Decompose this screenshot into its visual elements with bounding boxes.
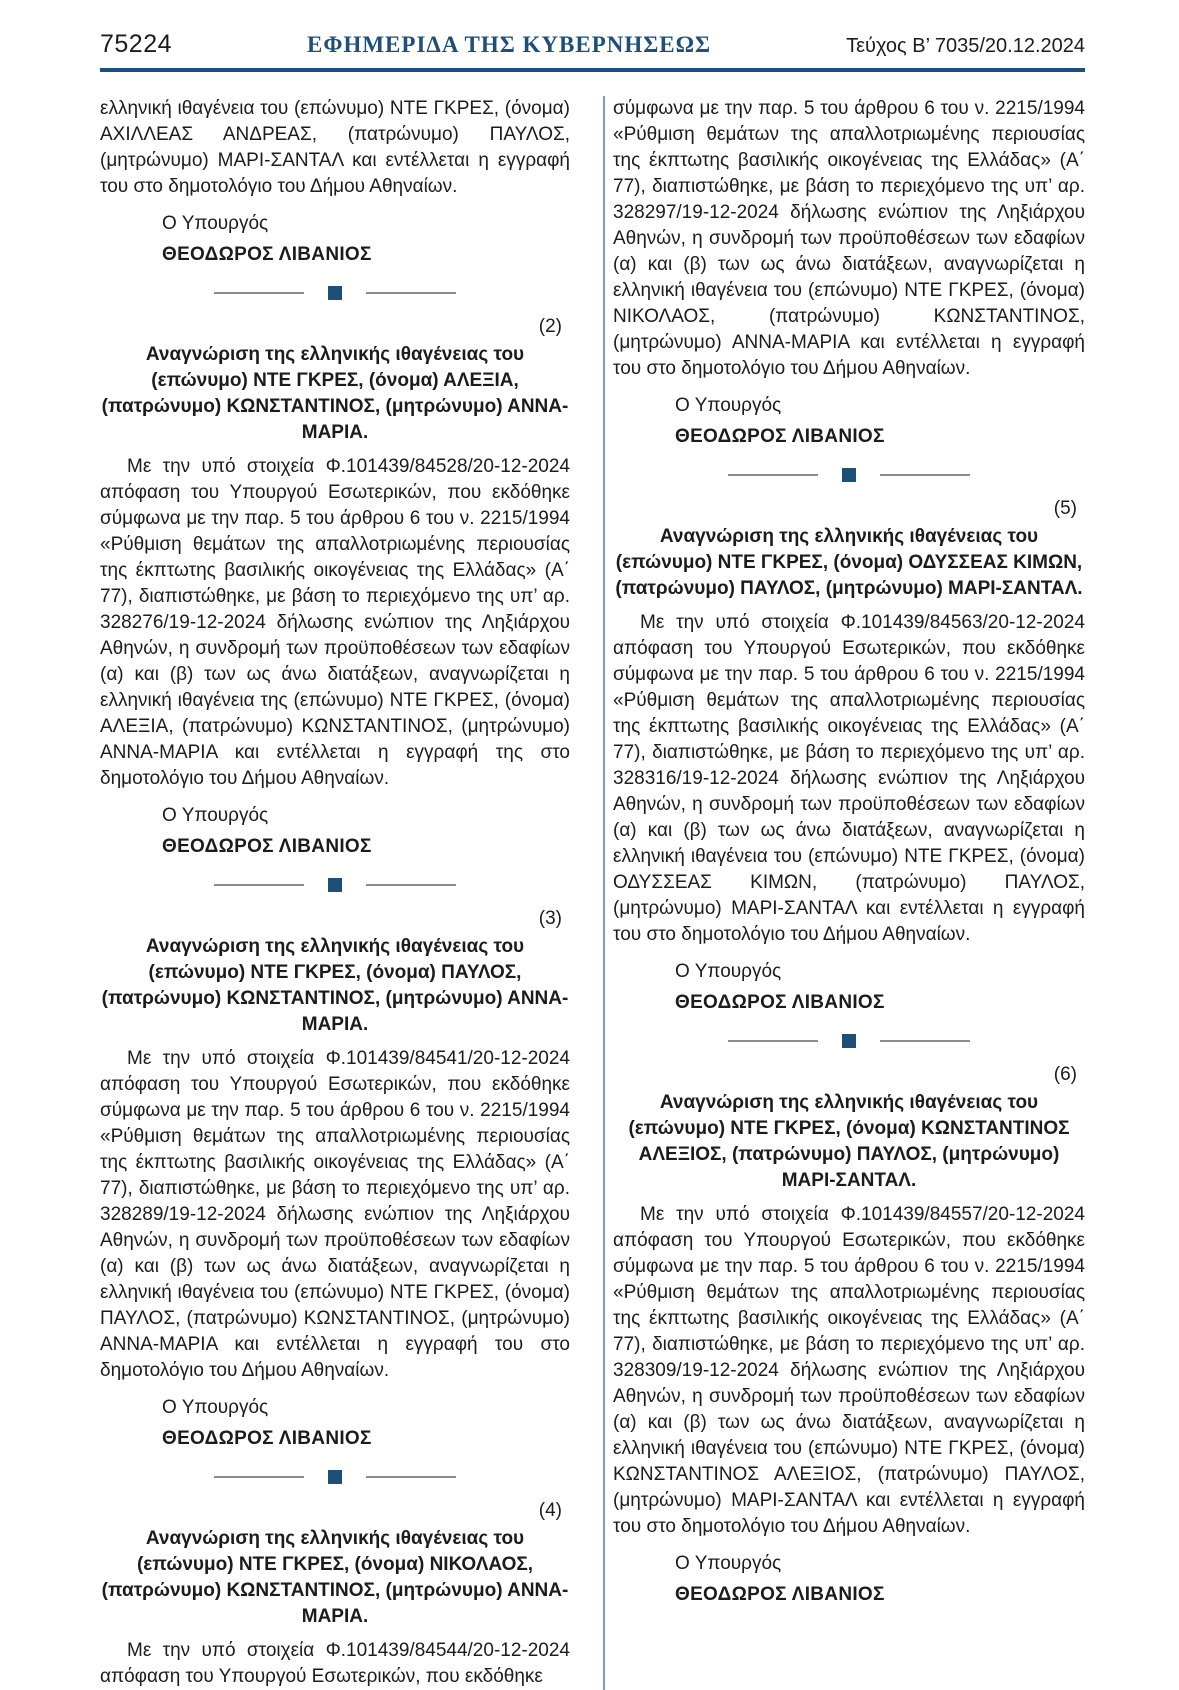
minister-role: Ο Υπουργός (675, 961, 782, 982)
signature-block (162, 213, 570, 266)
separator-line (366, 292, 456, 294)
section-heading: Αναγνώριση της ελληνικής ιθαγένειας του (επώνυμο) ΝΤΕ ΓΚΡΕΣ, (όνομα) ΑΛΕΞΙΑ, (πατρώνυμο) ΚΩΝΣΤΑΝΤΙΝΟΣ, (μητρώνυμο) ΑΝΝΑ-ΜΑΡΙΑ. (101, 344, 569, 443)
journal-title: ΕΦΗΜΕΡΙΔΑ ΤΗΣ ΚΥΒΕΡΝΗΣΕΩΣ (307, 32, 712, 57)
minister-name: ΘΕΟΔΩΡΟΣ ΛΙΒΑΝΙΟΣ (675, 992, 885, 1013)
section-heading: Αναγνώριση της ελληνικής ιθαγένειας του (επώνυμο) ΝΤΕ ΓΚΡΕΣ, (όνομα) ΚΩΝΣΤΑΝΤΙΝΟΣ ΑΛΕΞΙΟΣ, (πατρώνυμο) ΠΑΥΛΟΣ, (μητρώνυμο) ΜΑΡΙ-ΣΑΝΤΑΛ. (628, 1092, 1070, 1191)
section-body: Με την υπό στοιχεία Φ.101439/84544/20-12-2024 απόφαση του Υπουργού Εσωτερικών, που εκδόθηκε (100, 1640, 570, 1687)
separator-square-icon (328, 878, 342, 892)
continuation-paragraph: ελληνική ιθαγένεια του (επώνυμο) ΝΤΕ ΓΚΡΕΣ, (όνομα) ΑΧΙΛΛΕΑΣ ΑΝΔΡΕΑΣ, (πατρώνυμο) ΠΑΥΛΟΣ, (μητρώνυμο) ΜΑΡΙ-ΣΑΝΤΑΛ και εντέλλεται η εγγραφή του στο δημοτολόγιο του Δήμου Αθηναίων. (100, 98, 570, 197)
separator-line (214, 292, 304, 294)
section-separator (180, 878, 490, 892)
section-separator (180, 1470, 490, 1484)
left-column (100, 96, 570, 1690)
signature-block (675, 961, 1085, 1014)
separator-line (880, 1040, 970, 1042)
minister-role: Ο Υπουργός (675, 395, 782, 416)
signature-block (162, 805, 570, 858)
column-divider (603, 96, 605, 1690)
page-number: 75224 (100, 30, 173, 58)
minister-name: ΘΕΟΔΩΡΟΣ ΛΙΒΑΝΙΟΣ (162, 1428, 372, 1449)
header-rule (100, 68, 1085, 72)
separator-square-icon (842, 468, 856, 482)
minister-role: Ο Υπουργός (162, 1397, 269, 1418)
signature-block (675, 1553, 1085, 1606)
right-column (613, 96, 1085, 1690)
section-heading: Αναγνώριση της ελληνικής ιθαγένειας του (επώνυμο) ΝΤΕ ΓΚΡΕΣ, (όνομα) ΠΑΥΛΟΣ, (πατρώνυμο) ΚΩΝΣΤΑΝΤΙΝΟΣ, (μητρώνυμο) ΑΝΝΑ-ΜΑΡΙΑ. (101, 936, 569, 1035)
separator-line (366, 884, 456, 886)
separator-square-icon (328, 1470, 342, 1484)
section-number: (2) (538, 316, 562, 337)
decision-section-3 (100, 908, 570, 1384)
section-body: Με την υπό στοιχεία Φ.101439/84541/20-12-2024 απόφαση του Υπουργού Εσωτερικών, που εκδόθηκε σύμφωνα με την παρ. 5 του άρθρου 6 του ν. 2215/1994 «Ρύθμιση θεμάτων της απαλλοτριωμένης περιουσίας της έκπτωτης βασιλικής οικογένειας της Ελλάδας» (Α΄ 77), διαπιστώθηκε, με βάση το περιεχόμενο της υπ’ αρ. 328289/19-12-2024 δήλωσης ενώπιον της Ληξιάρχου Αθηνών, η συνδρομή των προϋποθέσεων των εδαφίων (α) και (β) των ως άνω διατάξεων, αναγνωρίζεται η ελληνική ιθαγένεια του (επώνυμο) ΝΤΕ ΓΚΡΕΣ, (όνομα) ΠΑΥΛΟΣ, (πατρώνυμο) ΚΩΝΣΤΑΝΤΙΝΟΣ, (μητρώνυμο) ΑΝΝΑ-ΜΑΡΙΑ και εντέλλεται η εγγραφή του στο δημοτολόγιο του Δήμου Αθηναίων. (100, 1048, 570, 1381)
minister-role: Ο Υπουργός (162, 805, 269, 826)
separator-line (214, 884, 304, 886)
section-number: (5) (1053, 498, 1077, 519)
page-header (100, 30, 1085, 59)
section-body: Με την υπό στοιχεία Φ.101439/84557/20-12-2024 απόφαση του Υπουργού Εσωτερικών, που εκδόθηκε σύμφωνα με την παρ. 5 του άρθρου 6 του ν. 2215/1994 «Ρύθμιση θεμάτων της απαλλοτριωμένης περιουσίας της έκπτωτης βασιλικής οικογένειας της Ελλάδας» (Α΄ 77), διαπιστώθηκε, με βάση το περιεχόμενο της υπ’ αρ. 328309/19-12-2024 δήλωσης ενώπιον της Ληξιάρχου Αθηνών, η συνδρομή των προϋποθέσεων των εδαφίων (α) και (β) των ως άνω διατάξεων, αναγνωρίζεται η ελληνική ιθαγένεια του (επώνυμο) ΝΤΕ ΓΚΡΕΣ, (όνομα) ΚΩΝΣΤΑΝΤΙΝΟΣ ΑΛΕΞΙΟΣ, (πατρώνυμο) ΠΑΥΛΟΣ, (μητρώνυμο) ΜΑΡΙ-ΣΑΝΤΑΛ και εντέλλεται η εγγραφή του στο δημοτολόγιο του Δήμου Αθηναίων. (613, 1204, 1085, 1537)
section-body: Με την υπό στοιχεία Φ.101439/84528/20-12-2024 απόφαση του Υπουργού Εσωτερικών, που εκδόθηκε σύμφωνα με την παρ. 5 του άρθρου 6 του ν. 2215/1994 «Ρύθμιση θεμάτων της απαλλοτριωμένης περιουσίας της έκπτωτης βασιλικής οικογένειας της Ελλάδας» (Α΄ 77), διαπιστώθηκε, με βάση το περιεχόμενο της υπ’ αρ. 328276/19-12-2024 δήλωσης ενώπιον της Ληξιάρχου Αθηνών, η συνδρομή των προϋποθέσεων των εδαφίων (α) και (β) των ως άνω διατάξεων, αναγνωρίζεται η ελληνική ιθαγένεια της (επώνυμο) ΝΤΕ ΓΚΡΕΣ, (όνομα) ΑΛΕΞΙΑ, (πατρώνυμο) ΚΩΝΣΤΑΝΤΙΝΟΣ, (μητρώνυμο) ΑΝΝΑ-ΜΑΡΙΑ και εντέλλεται η εγγραφή της στο δημοτολόγιο του Δήμου Αθηναίων. (100, 456, 570, 789)
separator-square-icon (328, 286, 342, 300)
decision-section-5 (613, 498, 1085, 948)
section-number: (6) (1053, 1064, 1077, 1085)
separator-square-icon (842, 1034, 856, 1048)
decision-section-4 (100, 1500, 570, 1690)
separator-line (728, 1040, 818, 1042)
section-body: Με την υπό στοιχεία Φ.101439/84563/20-12-2024 απόφαση του Υπουργού Εσωτερικών, που εκδόθηκε σύμφωνα με την παρ. 5 του άρθρου 6 του ν. 2215/1994 «Ρύθμιση θεμάτων της απαλλοτριωμένης περιουσίας της έκπτωτης βασιλικής οικογένειας της Ελλάδας» (Α΄ 77), διαπιστώθηκε, με βάση το περιεχόμενο της υπ’ αρ. 328316/19-12-2024 δήλωσης ενώπιον της Ληξιάρχου Αθηνών, η συνδρομή των προϋποθέσεων των εδαφίων (α) και (β) των ως άνω διατάξεων, αναγνωρίζεται η ελληνική ιθαγένεια του (επώνυμο) ΝΤΕ ΓΚΡΕΣ, (όνομα) ΟΔΥΣΣΕΑΣ ΚΙΜΩΝ, (πατρώνυμο) ΠΑΥΛΟΣ, (μητρώνυμο) ΜΑΡΙ-ΣΑΝΤΑΛ και εντέλλεται η εγγραφή του στο δημοτολόγιο του Δήμου Αθηναίων. (613, 612, 1085, 945)
section-separator (180, 286, 490, 300)
section-heading: Αναγνώριση της ελληνικής ιθαγένειας του (επώνυμο) ΝΤΕ ΓΚΡΕΣ, (όνομα) ΝΙΚΟΛΑΟΣ, (πατρώνυμο) ΚΩΝΣΤΑΝΤΙΝΟΣ, (μητρώνυμο) ΑΝΝΑ-ΜΑΡΙΑ. (101, 1528, 569, 1627)
content-columns (100, 96, 1085, 1690)
section-separator (694, 1034, 1004, 1048)
minister-name: ΘΕΟΔΩΡΟΣ ΛΙΒΑΝΙΟΣ (675, 426, 885, 447)
separator-line (728, 474, 818, 476)
decision-section-6 (613, 1064, 1085, 1540)
continuation-paragraph: σύμφωνα με την παρ. 5 του άρθρου 6 του ν. 2215/1994 «Ρύθμιση θεμάτων της απαλλοτριωμένης περιουσίας της έκπτωτης βασιλικής οικογένειας της Ελλάδας» (Α΄ 77), διαπιστώθηκε, με βάση το περιεχόμενο της υπ’ αρ. 328297/19-12-2024 δήλωσης ενώπιον της Ληξιάρχου Αθηνών, η συνδρομή των προϋποθέσεων των εδαφίων (α) και (β) των ως άνω διατάξεων, αναγνωρίζεται η ελληνική ιθαγένεια του (επώνυμο) ΝΤΕ ΓΚΡΕΣ, (όνομα) ΝΙΚΟΛΑΟΣ, (πατρώνυμο) ΚΩΝΣΤΑΝΤΙΝΟΣ, (μητρώνυμο) ΑΝΝΑ-ΜΑΡΙΑ και εντέλλεται η εγγραφή του στο δημοτολόγιο του Δήμου Αθηναίων. (613, 98, 1085, 379)
minister-name: ΘΕΟΔΩΡΟΣ ΛΙΒΑΝΙΟΣ (162, 244, 372, 265)
signature-block (162, 1397, 570, 1450)
section-heading: Αναγνώριση της ελληνικής ιθαγένειας του (επώνυμο) ΝΤΕ ΓΚΡΕΣ, (όνομα) ΟΔΥΣΣΕΑΣ ΚΙΜΩΝ, (πατρώνυμο) ΠΑΥΛΟΣ, (μητρώνυμο) ΜΑΡΙ-ΣΑΝΤΑΛ. (615, 526, 1083, 599)
issue-info: Τεύχος Β’ 7035/20.12.2024 (846, 35, 1085, 57)
decision-section-2 (100, 316, 570, 792)
section-number: (3) (538, 908, 562, 929)
minister-name: ΘΕΟΔΩΡΟΣ ΛΙΒΑΝΙΟΣ (162, 836, 372, 857)
section-separator (694, 468, 1004, 482)
minister-role: Ο Υπουργός (675, 1553, 782, 1574)
minister-name: ΘΕΟΔΩΡΟΣ ΛΙΒΑΝΙΟΣ (675, 1584, 885, 1605)
separator-line (880, 474, 970, 476)
section-number: (4) (538, 1500, 562, 1521)
signature-block (675, 395, 1085, 448)
separator-line (214, 1476, 304, 1478)
separator-line (366, 1476, 456, 1478)
minister-role: Ο Υπουργός (162, 213, 269, 234)
